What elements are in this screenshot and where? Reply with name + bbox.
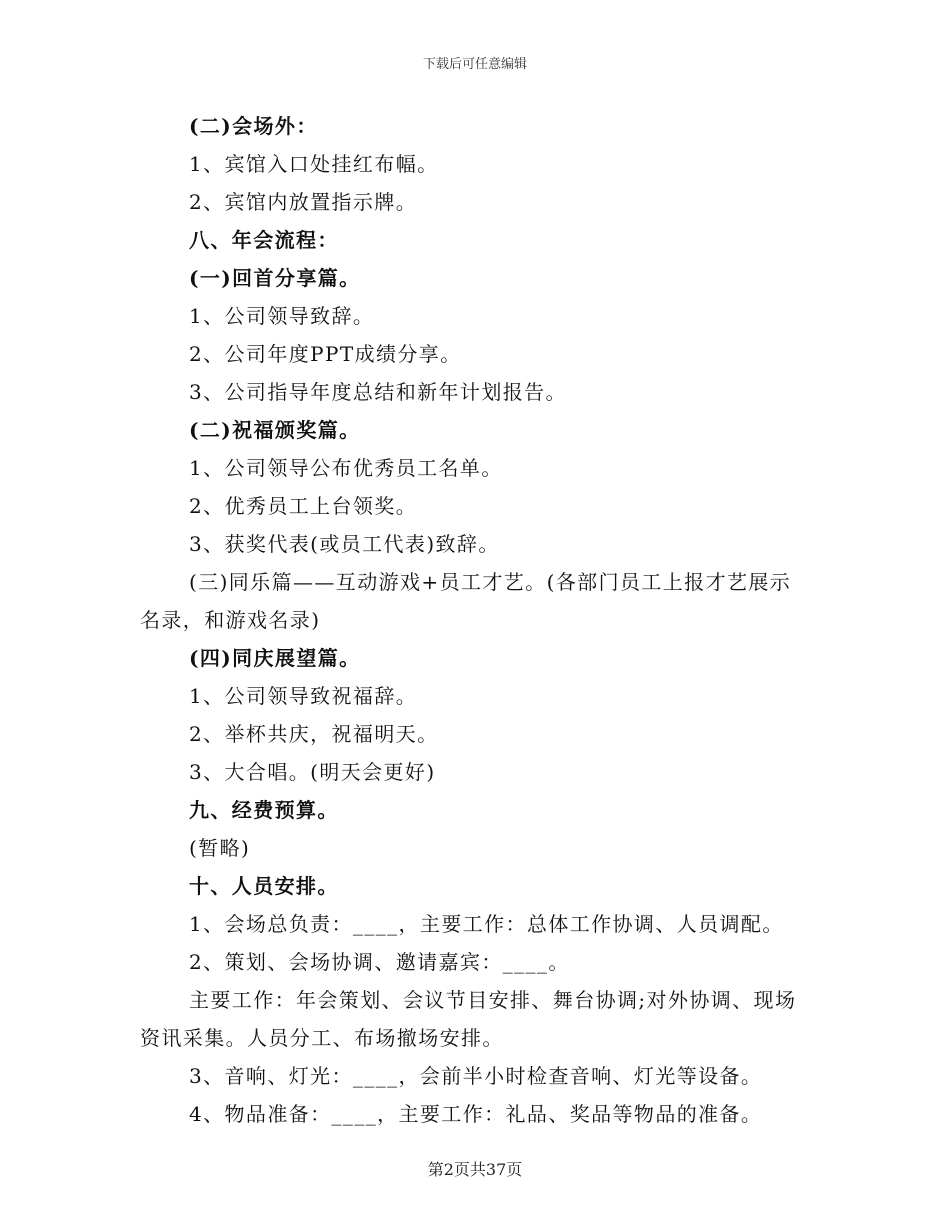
page-number: 第2页共37页 [427,1160,523,1179]
list-item: 2、宾馆内放置指示牌。 [189,190,418,214]
section-heading-agenda: 八、年会流程： [189,228,339,252]
section-heading-budget: 九、经费预算。 [189,798,339,822]
list-item: 3、大合唱。(明天会更好) [189,760,436,784]
list-item: 2、举杯共庆，祝福明天。 [189,722,439,746]
list-item: 1、公司领导致祝福辞。 [189,684,418,708]
list-item: 3、音响、灯光：____，会前半小时检查音响、灯光等设备。 [189,1064,763,1088]
list-item: 2、策划、会场协调、邀请嘉宾：____。 [189,950,570,974]
page-header: 下载后可任意编辑 [422,57,527,72]
list-item: 1、公司领导致辞。 [189,304,375,328]
list-item: 1、公司领导公布优秀员工名单。 [189,456,503,480]
list-item: 4、物品准备：____，主要工作：礼品、奖品等物品的准备。 [189,1102,763,1126]
section-heading-staffing: 十、人员安排。 [189,874,339,898]
budget-note: (暂略) [189,836,251,860]
document-body [140,107,810,1133]
list-item: 2、优秀员工上台领奖。 [189,494,418,518]
subheading-outlook: (四)同庆展望篇。 [189,646,361,670]
list-item: 3、公司指导年度总结和新年计划报告。 [189,380,567,404]
list-item: 3、获奖代表(或员工代表)致辞。 [189,532,500,556]
list-item: 2、公司年度PPT成绩分享。 [189,342,462,366]
paragraph-main-work: 主要工作：年会策划、会议节目安排、舞台协调;对外协调、现场资讯采集。人员分工、布场撤场安排。 [140,988,797,1050]
paragraph-entertainment: (三)同乐篇——互动游戏+员工才艺。(各部门员工上报才艺展示名录，和游戏名录) [140,570,792,632]
subheading-venue-outside: (二)会场外： [189,114,318,138]
subheading-review: (一)回首分享篇。 [189,266,361,290]
list-item: 1、会场总负责：____，主要工作：总体工作协调、人员调配。 [189,912,784,936]
list-item: 1、宾馆入口处挂红布幅。 [189,152,439,176]
subheading-awards: (二)祝福颁奖篇。 [189,418,361,442]
